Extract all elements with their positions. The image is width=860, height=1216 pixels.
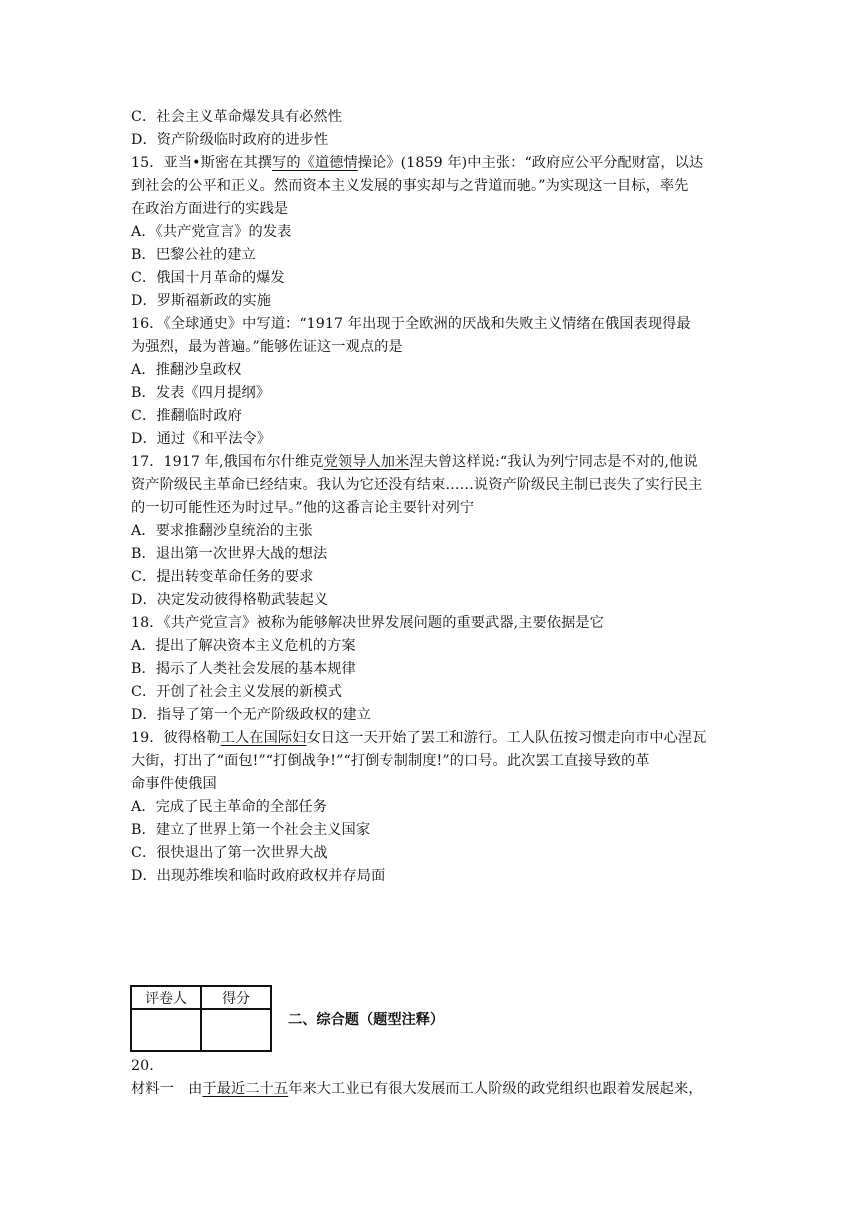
q18-option-b: B．揭示了人类社会发展的基本规律 <box>131 661 356 677</box>
q19-stem-line-2: 大街，打出了“面包!”“打倒战争!”“打倒专制制度!”的口号。此次罢工直接导致的革 <box>131 753 650 769</box>
q15-stem-text: 操论》(1859 年)中主张：“政府应公平分配财富，以达 <box>357 155 704 171</box>
q19-stem-line-3: 命事件使俄国 <box>131 776 217 792</box>
q19-option-a: A．完成了民主革命的全部任务 <box>131 799 328 815</box>
q19-stem-underlined: 工人在国际妇 <box>220 730 307 746</box>
q17-stem-underlined: 党领导人加米 <box>323 454 410 470</box>
q20-number: 20. <box>131 1058 154 1074</box>
q15-stem-line-3: 在政治方面进行的实践是 <box>131 201 289 217</box>
q15-stem-text: 15．亚当•斯密在其撰 <box>131 155 273 171</box>
q19-option-b: B．建立了世界上第一个社会主义国家 <box>131 822 371 838</box>
q14-option-d: D．资产阶级临时政府的进步性 <box>131 132 329 148</box>
q18-stem-line-1: 18．《共产党宣言》被称为能够解决世界发展问题的重要武器,主要依据是它 <box>131 615 604 631</box>
q20-material-underlined: 于最近二十五 <box>202 1081 289 1097</box>
score-table <box>130 985 272 1052</box>
score-table-reviewer-header: 评卷人 <box>131 986 201 1009</box>
q17-stem-line-1 <box>131 451 741 473</box>
q18-option-d: D．指导了第一个无产阶级政权的建立 <box>131 707 372 723</box>
q15-stem-line-2: 到社会的公平和正义。然而资本主义发展的事实却与之背道而驰。”为实现这一目标，率先 <box>131 178 689 194</box>
q15-stem-underlined: 写的《道德情 <box>272 155 358 171</box>
score-table-score-cell <box>201 1009 271 1051</box>
q15-stem-line-1 <box>131 152 741 174</box>
q16-option-d: D．通过《和平法令》 <box>131 431 272 447</box>
q16-stem-line-2: 为强烈，最为普遍。”能够佐证这一观点的是 <box>131 339 403 355</box>
q20-material-1 <box>131 1078 741 1100</box>
score-table-score-header: 得分 <box>201 986 271 1009</box>
q17-option-a: A．要求推翻沙皇统治的主张 <box>131 523 313 539</box>
q19-option-c: C．很快退出了第一次世界大战 <box>131 845 328 861</box>
q17-stem-text: 17．1917 年,俄国布尔什维克 <box>131 454 324 470</box>
q19-stem-line-1 <box>131 727 741 749</box>
q20-material-text: 年来大工业已有很大发展而工人阶级的政党组织也跟着发展起来， <box>288 1081 703 1097</box>
q20-material-text: 材料一 由 <box>131 1081 203 1097</box>
q16-option-b: B．发表《四月提纲》 <box>131 385 271 401</box>
q15-option-c: C．俄国十月革命的爆发 <box>131 270 285 286</box>
q17-option-d: D．决定发动彼得格勒武装起义 <box>131 592 329 608</box>
q18-option-c: C．开创了社会主义发展的新模式 <box>131 684 342 700</box>
q16-option-c: C．推翻临时政府 <box>131 408 242 424</box>
q15-option-d: D．罗斯福新政的实施 <box>131 293 272 309</box>
q19-option-d: D．出现苏维埃和临时政府政权并存局面 <box>131 868 386 884</box>
q15-option-b: B．巴黎公社的建立 <box>131 247 256 263</box>
q15-option-a: A．《共产党宣言》的发表 <box>131 224 292 240</box>
q16-option-a: A．推翻沙皇政权 <box>131 362 242 378</box>
q19-stem-text: 19．彼得格勒 <box>131 730 221 746</box>
q17-option-c: C．提出转变革命任务的要求 <box>131 569 314 585</box>
q18-option-a: A．提出了解决资本主义危机的方案 <box>131 638 356 654</box>
q19-stem-text: 女日这一天开始了罢工和游行。工人队伍按习惯走向市中心涅瓦 <box>306 730 707 746</box>
q17-stem-line-3: 的一切可能性还为时过早。”他的这番言论主要针对列宁 <box>131 500 475 516</box>
q16-stem-line-1: 16．《全球通史》中写道：“1917 年出现于全欧洲的厌战和失败主义情绪在俄国表现得最 <box>131 316 691 332</box>
q17-stem-line-2: 资产阶级民主革命已经结束。我认为它还没有结束……说资产阶级民主制已丧失了实行民主 <box>131 477 703 493</box>
q14-option-c: C．社会主义革命爆发具有必然性 <box>131 109 342 125</box>
q17-stem-text: 涅夫曾这样说:“我认为列宁同志是不对的,他说 <box>409 454 698 470</box>
q17-option-b: B．退出第一次世界大战的想法 <box>131 546 328 562</box>
section-2-title: 二、综合题（题型注释） <box>288 1012 445 1028</box>
score-table-reviewer-cell <box>131 1009 201 1051</box>
